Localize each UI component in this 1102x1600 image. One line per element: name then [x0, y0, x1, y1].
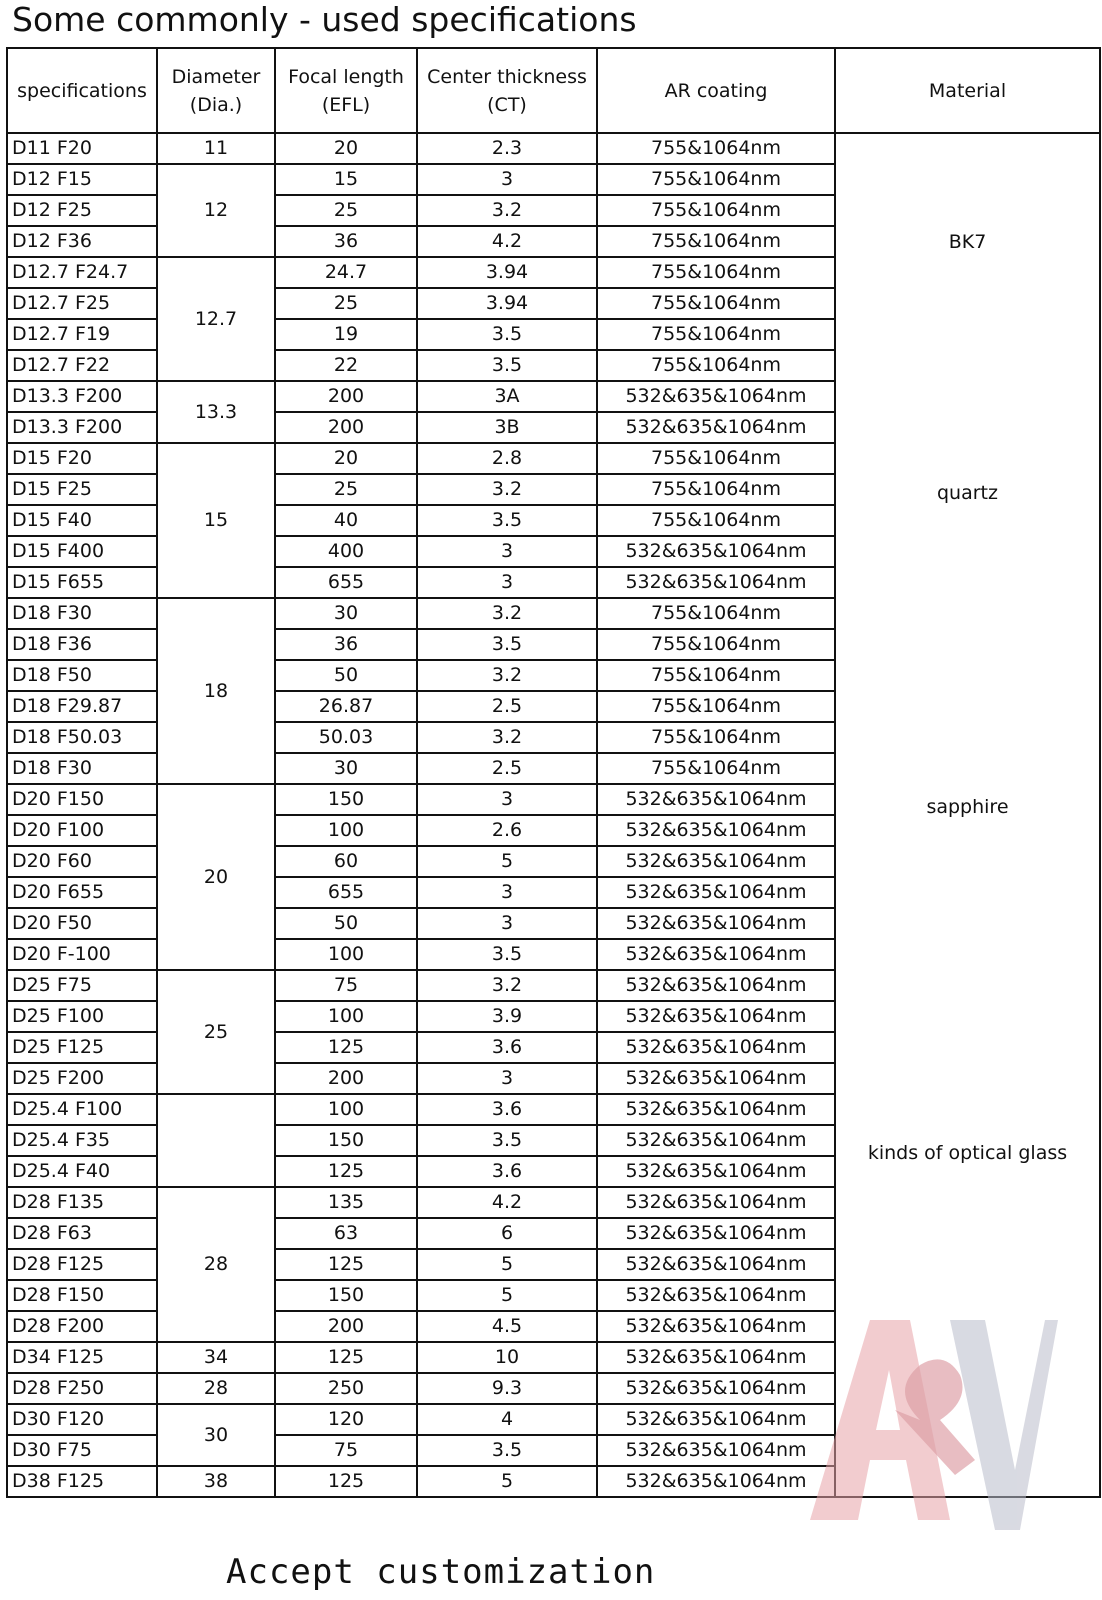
cell-center-thickness: 3.6 — [417, 1032, 597, 1063]
cell-focal-length: 125 — [275, 1342, 417, 1373]
cell-focal-length: 200 — [275, 1311, 417, 1342]
column-header-diameter — [157, 48, 275, 133]
cell-specification: D18 F30 — [7, 753, 157, 784]
cell-specification: D38 F125 — [7, 1466, 157, 1497]
cell-focal-length: 22 — [275, 350, 417, 381]
cell-diameter: 12.7 — [157, 257, 275, 381]
material-label: BK7 — [948, 231, 987, 254]
cell-ar-coating: 755&1064nm — [597, 257, 835, 288]
cell-specification: D15 F25 — [7, 474, 157, 505]
cell-focal-length: 100 — [275, 815, 417, 846]
cell-specification: D28 F250 — [7, 1373, 157, 1404]
cell-ar-coating: 532&635&1064nm — [597, 1156, 835, 1187]
cell-ar-coating: 755&1064nm — [597, 133, 835, 164]
cell-ar-coating: 755&1064nm — [597, 598, 835, 629]
cell-focal-length: 135 — [275, 1187, 417, 1218]
cell-focal-length: 250 — [275, 1373, 417, 1404]
cell-focal-length: 30 — [275, 753, 417, 784]
cell-center-thickness: 3.5 — [417, 939, 597, 970]
cell-focal-length: 100 — [275, 939, 417, 970]
cell-ar-coating: 755&1064nm — [597, 474, 835, 505]
cell-focal-length: 150 — [275, 1125, 417, 1156]
cell-ar-coating: 532&635&1064nm — [597, 381, 835, 412]
av-logo-watermark — [800, 1300, 1060, 1540]
cell-center-thickness: 3.2 — [417, 722, 597, 753]
cell-ar-coating: 755&1064nm — [597, 226, 835, 257]
cell-center-thickness: 5 — [417, 1280, 597, 1311]
cell-specification: D15 F20 — [7, 443, 157, 474]
cell-center-thickness: 3A — [417, 381, 597, 412]
cell-diameter: 15 — [157, 443, 275, 598]
cell-specification: D20 F-100 — [7, 939, 157, 970]
cell-center-thickness: 3.2 — [417, 970, 597, 1001]
cell-center-thickness: 6 — [417, 1218, 597, 1249]
accept-customization-note: Accept customization — [226, 1552, 656, 1592]
column-header-material — [835, 48, 1100, 133]
cell-focal-length: 20 — [275, 443, 417, 474]
cell-specification: D28 F135 — [7, 1187, 157, 1218]
cell-ar-coating: 755&1064nm — [597, 722, 835, 753]
cell-specification: D12 F36 — [7, 226, 157, 257]
cell-specification: D25 F200 — [7, 1063, 157, 1094]
cell-center-thickness: 3 — [417, 784, 597, 815]
cell-center-thickness: 3 — [417, 1063, 597, 1094]
cell-focal-length: 25 — [275, 474, 417, 505]
cell-ar-coating: 532&635&1064nm — [597, 567, 835, 598]
cell-center-thickness: 3.94 — [417, 288, 597, 319]
cell-center-thickness: 3.5 — [417, 505, 597, 536]
cell-focal-length: 655 — [275, 567, 417, 598]
cell-focal-length: 24.7 — [275, 257, 417, 288]
header-text: specifications — [17, 79, 147, 102]
cell-ar-coating: 532&635&1064nm — [597, 939, 835, 970]
cell-focal-length: 75 — [275, 970, 417, 1001]
header-text: AR coating — [664, 79, 768, 102]
cell-center-thickness: 2.3 — [417, 133, 597, 164]
header-subtext: (Dia.) — [189, 93, 243, 116]
cell-center-thickness: 4 — [417, 1404, 597, 1435]
cell-ar-coating: 532&635&1064nm — [597, 1311, 835, 1342]
cell-ar-coating: 532&635&1064nm — [597, 1466, 835, 1497]
table-body — [7, 133, 1100, 1497]
cell-center-thickness: 3.5 — [417, 1435, 597, 1466]
cell-ar-coating: 532&635&1064nm — [597, 1032, 835, 1063]
column-header-focal-length — [275, 48, 417, 133]
table-row — [7, 133, 1100, 164]
cell-focal-length: 40 — [275, 505, 417, 536]
cell-center-thickness: 2.8 — [417, 443, 597, 474]
cell-ar-coating: 532&635&1064nm — [597, 1125, 835, 1156]
cell-ar-coating: 532&635&1064nm — [597, 1187, 835, 1218]
cell-diameter: 25 — [157, 970, 275, 1094]
cell-focal-length: 75 — [275, 1435, 417, 1466]
cell-specification: D12.7 F25 — [7, 288, 157, 319]
cell-ar-coating: 532&635&1064nm — [597, 1404, 835, 1435]
cell-specification: D20 F150 — [7, 784, 157, 815]
cell-focal-length: 50 — [275, 660, 417, 691]
specifications-table — [6, 47, 1101, 1498]
cell-ar-coating: 532&635&1064nm — [597, 846, 835, 877]
cell-center-thickness: 3.5 — [417, 629, 597, 660]
cell-center-thickness: 4.2 — [417, 1187, 597, 1218]
cell-diameter: 38 — [157, 1466, 275, 1497]
cell-center-thickness: 3 — [417, 877, 597, 908]
cell-ar-coating: 532&635&1064nm — [597, 1435, 835, 1466]
cell-focal-length: 150 — [275, 1280, 417, 1311]
cell-diameter: 13.3 — [157, 381, 275, 443]
cell-center-thickness: 3.6 — [417, 1094, 597, 1125]
cell-specification: D25.4 F40 — [7, 1156, 157, 1187]
cell-ar-coating: 532&635&1064nm — [597, 1063, 835, 1094]
cell-ar-coating: 755&1064nm — [597, 691, 835, 722]
cell-focal-length: 50.03 — [275, 722, 417, 753]
cell-material — [835, 133, 1100, 1497]
cell-ar-coating: 532&635&1064nm — [597, 1373, 835, 1404]
cell-specification: D28 F150 — [7, 1280, 157, 1311]
cell-specification: D18 F50 — [7, 660, 157, 691]
cell-specification: D12.7 F24.7 — [7, 257, 157, 288]
cell-focal-length: 120 — [275, 1404, 417, 1435]
cell-ar-coating: 755&1064nm — [597, 164, 835, 195]
cell-specification: D20 F655 — [7, 877, 157, 908]
cell-center-thickness: 3.2 — [417, 474, 597, 505]
cell-specification: D30 F120 — [7, 1404, 157, 1435]
cell-ar-coating: 532&635&1064nm — [597, 1094, 835, 1125]
cell-focal-length: 200 — [275, 1063, 417, 1094]
cell-focal-length: 125 — [275, 1466, 417, 1497]
cell-center-thickness: 3 — [417, 164, 597, 195]
cell-ar-coating: 532&635&1064nm — [597, 1342, 835, 1373]
cell-focal-length: 125 — [275, 1249, 417, 1280]
cell-ar-coating: 532&635&1064nm — [597, 536, 835, 567]
cell-center-thickness: 3.2 — [417, 598, 597, 629]
cell-center-thickness: 3B — [417, 412, 597, 443]
header-text: Diameter — [171, 65, 261, 88]
cell-ar-coating: 532&635&1064nm — [597, 784, 835, 815]
cell-center-thickness: 3.5 — [417, 319, 597, 350]
cell-diameter: 30 — [157, 1404, 275, 1466]
cell-focal-length: 150 — [275, 784, 417, 815]
cell-specification: D28 F125 — [7, 1249, 157, 1280]
cell-focal-length: 25 — [275, 195, 417, 226]
cell-ar-coating: 532&635&1064nm — [597, 1218, 835, 1249]
cell-center-thickness: 3.2 — [417, 195, 597, 226]
cell-focal-length: 25 — [275, 288, 417, 319]
cell-focal-length: 125 — [275, 1156, 417, 1187]
cell-focal-length: 200 — [275, 412, 417, 443]
cell-center-thickness: 3.9 — [417, 1001, 597, 1032]
cell-center-thickness: 3.5 — [417, 1125, 597, 1156]
cell-focal-length: 36 — [275, 226, 417, 257]
cell-focal-length: 60 — [275, 846, 417, 877]
cell-ar-coating: 532&635&1064nm — [597, 1001, 835, 1032]
cell-ar-coating: 532&635&1064nm — [597, 815, 835, 846]
cell-specification: D25.4 F100 — [7, 1094, 157, 1125]
cell-specification: D18 F30 — [7, 598, 157, 629]
cell-center-thickness: 9.3 — [417, 1373, 597, 1404]
cell-center-thickness: 3.2 — [417, 660, 597, 691]
cell-specification: D25 F75 — [7, 970, 157, 1001]
cell-center-thickness: 2.5 — [417, 753, 597, 784]
cell-ar-coating: 532&635&1064nm — [597, 970, 835, 1001]
cell-center-thickness: 3 — [417, 567, 597, 598]
cell-diameter: 11 — [157, 133, 275, 164]
cell-diameter: 28 — [157, 1187, 275, 1342]
header-text: Center thickness — [427, 65, 587, 88]
cell-focal-length: 19 — [275, 319, 417, 350]
cell-specification: D12.7 F19 — [7, 319, 157, 350]
cell-specification: D12.7 F22 — [7, 350, 157, 381]
page-title: Some commonly - used specifications — [12, 0, 637, 39]
cell-center-thickness: 2.6 — [417, 815, 597, 846]
cell-focal-length: 63 — [275, 1218, 417, 1249]
header-text: Focal length — [288, 65, 404, 88]
cell-focal-length: 50 — [275, 908, 417, 939]
cell-specification: D18 F50.03 — [7, 722, 157, 753]
cell-diameter: 34 — [157, 1342, 275, 1373]
cell-specification: D18 F36 — [7, 629, 157, 660]
cell-specification: D20 F50 — [7, 908, 157, 939]
cell-specification: D15 F655 — [7, 567, 157, 598]
column-header-center-thickness — [417, 48, 597, 133]
cell-ar-coating: 755&1064nm — [597, 195, 835, 226]
cell-focal-length: 26.87 — [275, 691, 417, 722]
cell-specification: D25 F100 — [7, 1001, 157, 1032]
cell-specification: D15 F400 — [7, 536, 157, 567]
cell-center-thickness: 10 — [417, 1342, 597, 1373]
cell-focal-length: 15 — [275, 164, 417, 195]
cell-ar-coating: 755&1064nm — [597, 350, 835, 381]
watermark-letter-v — [950, 1320, 1058, 1530]
cell-specification: D20 F60 — [7, 846, 157, 877]
cell-center-thickness: 3 — [417, 908, 597, 939]
cell-diameter — [157, 1094, 275, 1187]
cell-focal-length: 125 — [275, 1032, 417, 1063]
cell-specification: D20 F100 — [7, 815, 157, 846]
cell-focal-length: 36 — [275, 629, 417, 660]
cell-center-thickness: 3.5 — [417, 350, 597, 381]
cell-ar-coating: 755&1064nm — [597, 443, 835, 474]
table-header-row — [7, 48, 1100, 133]
cell-diameter: 28 — [157, 1373, 275, 1404]
cell-ar-coating: 755&1064nm — [597, 629, 835, 660]
material-label: kinds of optical glass — [867, 1141, 1068, 1164]
cell-specification: D13.3 F200 — [7, 381, 157, 412]
cell-specification: D18 F29.87 — [7, 691, 157, 722]
cell-specification: D25.4 F35 — [7, 1125, 157, 1156]
cell-specification: D12 F15 — [7, 164, 157, 195]
cell-ar-coating: 755&1064nm — [597, 753, 835, 784]
cell-focal-length: 100 — [275, 1094, 417, 1125]
cell-diameter: 18 — [157, 598, 275, 784]
material-label: quartz — [937, 482, 998, 505]
cell-focal-length: 655 — [275, 877, 417, 908]
cell-center-thickness: 4.5 — [417, 1311, 597, 1342]
cell-specification: D13.3 F200 — [7, 412, 157, 443]
cell-specification: D12 F25 — [7, 195, 157, 226]
material-label: sapphire — [926, 796, 1009, 819]
cell-specification: D28 F200 — [7, 1311, 157, 1342]
cell-center-thickness: 5 — [417, 1249, 597, 1280]
cell-ar-coating: 532&635&1064nm — [597, 1249, 835, 1280]
cell-focal-length: 200 — [275, 381, 417, 412]
cell-center-thickness: 5 — [417, 1466, 597, 1497]
column-header-ar-coating — [597, 48, 835, 133]
header-subtext: (CT) — [487, 93, 527, 116]
cell-ar-coating: 532&635&1064nm — [597, 877, 835, 908]
cell-diameter: 20 — [157, 784, 275, 970]
header-text: Material — [928, 79, 1007, 102]
cell-focal-length: 400 — [275, 536, 417, 567]
cell-center-thickness: 3 — [417, 536, 597, 567]
cell-center-thickness: 3.94 — [417, 257, 597, 288]
cell-center-thickness: 5 — [417, 846, 597, 877]
cell-ar-coating: 755&1064nm — [597, 505, 835, 536]
cell-diameter: 12 — [157, 164, 275, 257]
cell-focal-length: 30 — [275, 598, 417, 629]
cell-ar-coating: 755&1064nm — [597, 288, 835, 319]
cell-center-thickness: 2.5 — [417, 691, 597, 722]
cell-specification: D25 F125 — [7, 1032, 157, 1063]
cell-center-thickness: 3.6 — [417, 1156, 597, 1187]
cell-center-thickness: 4.2 — [417, 226, 597, 257]
cell-focal-length: 100 — [275, 1001, 417, 1032]
column-header-specifications — [7, 48, 157, 133]
cell-specification: D28 F63 — [7, 1218, 157, 1249]
cell-specification: D11 F20 — [7, 133, 157, 164]
cell-focal-length: 20 — [275, 133, 417, 164]
cell-ar-coating: 532&635&1064nm — [597, 908, 835, 939]
cell-ar-coating: 755&1064nm — [597, 319, 835, 350]
header-subtext: (EFL) — [321, 93, 371, 116]
cell-ar-coating: 755&1064nm — [597, 660, 835, 691]
cell-ar-coating: 532&635&1064nm — [597, 1280, 835, 1311]
cell-specification: D30 F75 — [7, 1435, 157, 1466]
cell-specification: D15 F40 — [7, 505, 157, 536]
cell-ar-coating: 532&635&1064nm — [597, 412, 835, 443]
cell-specification: D34 F125 — [7, 1342, 157, 1373]
